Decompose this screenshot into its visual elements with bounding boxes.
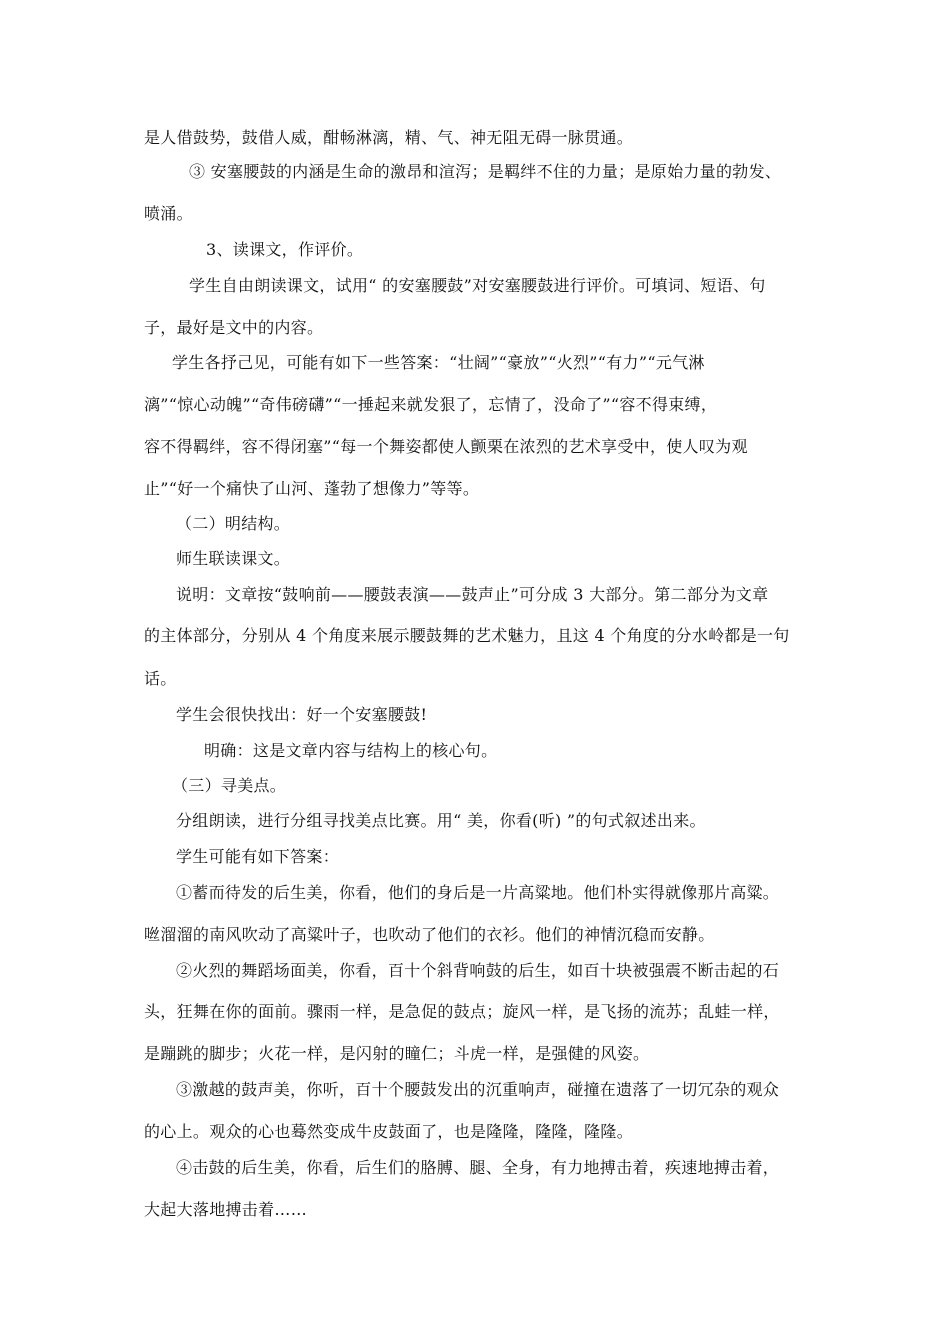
text-line: 学生会很快找出：好一个安塞腰鼓! bbox=[176, 705, 428, 724]
section-heading: （二）明结构。 bbox=[176, 514, 291, 533]
text-line: 的主体部分，分别从 4 个角度来展示腰鼓舞的艺术魅力，且这 4 个角度的分水岭都是一句 bbox=[144, 626, 790, 645]
text-line: 说明：文章按“鼓响前——腰鼓表演——鼓声止”可分成 3 大部分。第二部分为文章 bbox=[176, 585, 769, 604]
text-line: 头，狂舞在你的面前。骤雨一样，是急促的鼓点；旋风一样，是飞扬的流苏；乱蛙一样， bbox=[144, 1002, 780, 1021]
text-line: 话。 bbox=[144, 669, 177, 688]
text-line: 师生联读课文。 bbox=[176, 549, 291, 568]
text-line: 大起大落地搏击着…… bbox=[144, 1200, 308, 1219]
text-line: ③ 安塞腰鼓的内涵是生命的激昂和渲泻；是羁绊不住的力量；是原始力量的勃发、 bbox=[189, 162, 782, 181]
text-line: 止”“好一个痛快了山河、蓬勃了想像力”等等。 bbox=[144, 479, 480, 498]
section-heading: 3、读课文，作评价。 bbox=[206, 240, 364, 259]
text-line: 漓”“惊心动魄”“奇伟磅礴”“一捶起来就发狠了，忘情了，没命了”“容不得束缚， bbox=[144, 395, 718, 414]
text-line: 学生可能有如下答案： bbox=[176, 847, 340, 866]
section-heading: （三）寻美点。 bbox=[172, 776, 287, 795]
text-line: 容不得羁绊，容不得闭塞”“每一个舞姿都使人颤栗在浓烈的艺术享受中，使人叹为观 bbox=[144, 437, 748, 456]
text-line: ①蓄而待发的后生美，你看，他们的身后是一片高粱地。他们朴实得就像那片高粱。 bbox=[176, 883, 780, 902]
text-line: 分组朗读，进行分组寻找美点比赛。用“ 美，你看(听) ”的句式叙述出来。 bbox=[176, 811, 706, 830]
text-line: 喷涌。 bbox=[144, 204, 193, 223]
text-line: 明确：这是文章内容与结构上的核心句。 bbox=[204, 741, 498, 760]
text-line: 学生自由朗读课文，试用“ 的安塞腰鼓”对安塞腰鼓进行评价。可填词、短语、句 bbox=[189, 276, 766, 295]
text-line: ②火烈的舞蹈场面美，你看，百十个斜背响鼓的后生，如百十块被强震不断击起的石 bbox=[176, 961, 780, 980]
text-line: 的心上。观众的心也蓦然变成牛皮鼓面了，也是隆隆，隆隆，隆隆。 bbox=[144, 1122, 634, 1141]
text-line: 子，最好是文中的内容。 bbox=[144, 318, 324, 337]
text-line: 咝溜溜的南风吹动了高粱叶子，也吹动了他们的衣衫。他们的神情沉稳而安静。 bbox=[144, 925, 715, 944]
text-line: ④击鼓的后生美，你看，后生们的胳膊、腿、全身，有力地搏击着，疾速地搏击着， bbox=[176, 1158, 780, 1177]
text-line: 是蹦跳的脚步；火花一样，是闪射的瞳仁；斗虎一样，是强健的风姿。 bbox=[144, 1044, 650, 1063]
text-line: 学生各抒己见，可能有如下一些答案：“壮阔”“豪放”“火烈”“有力”“元气淋 bbox=[172, 353, 705, 372]
text-line: ③激越的鼓声美，你听，百十个腰鼓发出的沉重响声，碰撞在遗落了一切冗杂的观众 bbox=[176, 1080, 780, 1099]
text-line: 是人借鼓势，鼓借人威，酣畅淋漓，精、气、神无阻无碍一脉贯通。 bbox=[144, 128, 634, 147]
